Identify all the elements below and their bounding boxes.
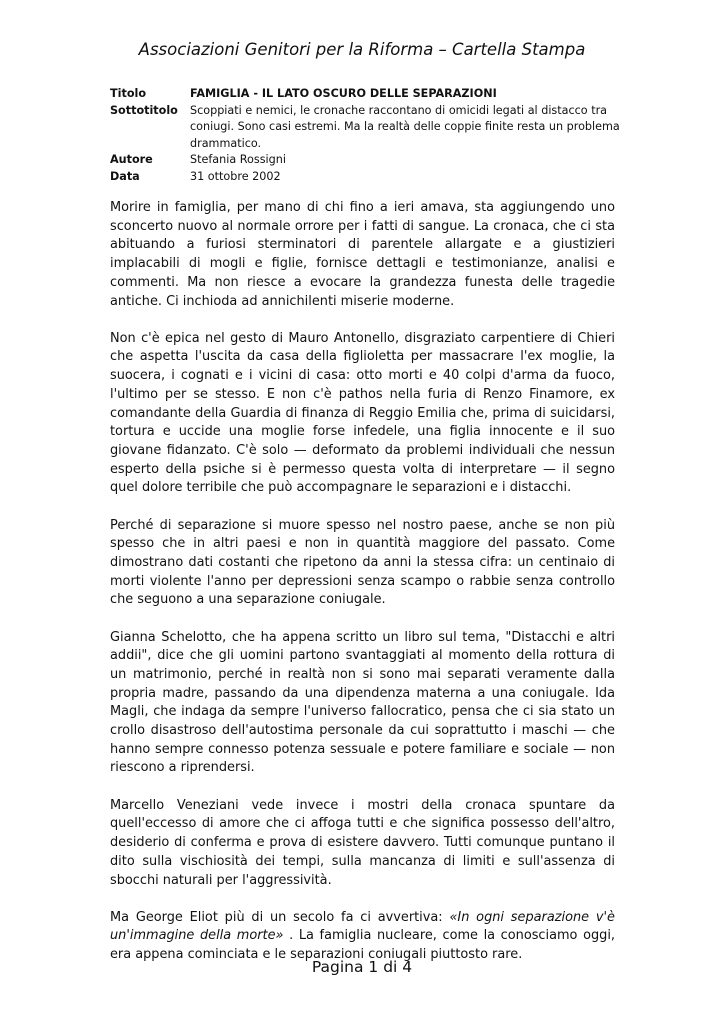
- meta-row-author: [110, 152, 620, 169]
- article-body: [110, 199, 615, 965]
- paragraph-2: Non c'è epica nel gesto di Mauro Antonello, disgraziato carpentiere di Chieri che aspetta l'uscita da casa della figlioletta per massacrare l'ex moglie, la suocera, i cognati e i vicini di casa: otto morti e 40 colpi d'arma da fuoco, l'ultimo per se stesso. E non c'è pathos nella furia di Renzo Finamore, ex comandante della Guardia di finanza di Reggio Emilia che, prima di suicidarsi, tortura e uccide una moglie forse infedele, una figlia innocente e il suo giovane fidanzato. C'è solo — deformato da problemi individuali che nessun esperto della psiche si è permesso questa volta di interpretare — il segno quel dolore terribile che può accompagnare le separazioni e i distacchi.: [110, 330, 615, 496]
- meta-row-title: [110, 86, 620, 103]
- article-metadata: [110, 86, 620, 186]
- meta-row-subtitle: [110, 103, 620, 153]
- subtitle-label: Sottotitolo: [110, 103, 178, 117]
- paragraph-5: Marcello Veneziani vede invece i mostri della cronaca spuntare da quell'eccesso di amore che ci affoga tutti e che significa possesso dell'altro, desiderio di conferma e prova di esistere davvero. Tutti comunque puntano il dito sulla vischiosità dei tempi, sulla mancanza di limiti e sull'assenza di sbocchi naturali per l'aggressività.: [110, 797, 615, 888]
- meta-row-date: [110, 169, 620, 186]
- paragraph-4: Gianna Schelotto, che ha appena scritto un libro sul tema, "Distacchi e altri addii", dice che gli uomini partono svantaggiati al momento della rottura di un matrimonio, perché in realtà non si sono mai separati veramente dalla propria madre, passando da una dipendenza materna a una coniugale. Ida Magli, che indaga da sempre l'universo fallocratico, pensa che ci sia stato un crollo disastroso dell'autostima personale da cui soprattutto i maschi — che hanno sempre connesso potenza sessuale e potere familiare e sociale — non riescono a riprendersi.: [110, 629, 615, 776]
- paragraph-6-lead: Ma George Eliot più di un secolo fa ci avvertiva:: [110, 909, 450, 925]
- page-header: Associazioni Genitori per la Riforma – Cartella Stampa: [138, 40, 586, 59]
- author-label: Autore: [110, 153, 153, 167]
- article-author: Stefania Rossigni: [190, 153, 286, 167]
- paragraph-3: Perché di separazione si muore spesso nel nostro paese, anche se non più spesso che in altri paesi e non in quantità maggiore del passato. Come dimostrano dati costanti che ripetono da anni la stessa cifra: un centinaio di morti violente l'anno per depressioni senza scampo o rabbie senza controllo che seguono a una separazione coniugale.: [110, 517, 615, 608]
- title-label: Titolo: [110, 87, 147, 100]
- article-subtitle: Scoppiati e nemici, le cronache raccontano di omicidi legati al distacco tra coniugi. Sono casi estremi. Ma la realtà delle coppie finite resta un problema drammatico.: [190, 103, 620, 150]
- article-date: 31 ottobre 2002: [190, 169, 281, 183]
- paragraph-1: Morire in famiglia, per mano di chi fino a ieri amava, sta aggiungendo uno sconcerto nuovo al normale orrore per i fatti di sangue. La cronaca, che ci sta abituando a furiosi sterminatori di parentele allargate e a giustizieri implacabili di mogli e figlie, fornisce dettagli e testimonianze, analisi e commenti. Ma non riesce a evocare la grandezza funesta delle tragedie antiche. Ci inchioda ad annichilenti miserie moderne.: [110, 200, 615, 309]
- date-label: Data: [110, 169, 140, 183]
- article-title: FAMIGLIA - IL LATO OSCURO DELLE SEPARAZIONI: [190, 87, 497, 100]
- eliot-quote: «In ogni separazione v'è un'immagine della morte»: [110, 909, 615, 944]
- paragraph-6-tail: . La famiglia nucleare, come la conosciamo oggi, era appena cominciata e le separazioni coniugali piuttosto rare.: [110, 928, 616, 963]
- page-number: Pagina 1 di 4: [311, 958, 413, 976]
- paragraph-6: [110, 909, 615, 965]
